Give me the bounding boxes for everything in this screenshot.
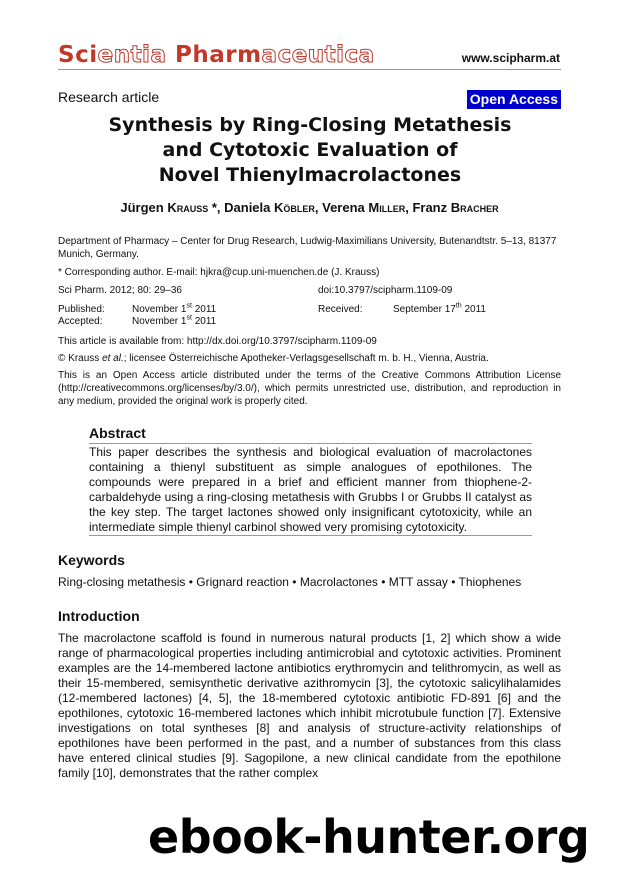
received-row: [318, 303, 486, 316]
published-sup: st: [186, 302, 192, 310]
accepted-year: 2011: [191, 316, 217, 327]
received-sup: th: [455, 302, 462, 310]
journal-title-part-1: Sci: [58, 42, 98, 68]
abstract-text: This paper describes the synthesis and biological evaluation of macrolactones containing a thienyl substituent as simple analogues of epothilones. The compounds were prepared in a brief and efficient manner from thiophene-2-carbaldehyde using a ring-closing metathesis with Grubbs I or Grubbs II catalyst as the key step. The target lactones showed only insignificant cytotoxicity, while an intermediate simple thienyl carbinol showed very promising cytotoxicity.: [89, 445, 532, 534]
author-first: Jürgen: [120, 200, 168, 215]
abstract-bottom-rule: [89, 535, 532, 536]
author-first: Franz: [412, 200, 451, 215]
published-label: Published:: [58, 304, 105, 315]
author-separator: ,: [405, 200, 413, 215]
accepted-label: Accepted:: [58, 316, 103, 327]
received-label: Received:: [318, 304, 363, 315]
copyright-etal: et al.: [102, 353, 124, 364]
accepted-row: [58, 315, 216, 328]
introduction-text: The macrolactone scaffold is found in numerous natural products [1, 2] which show a wide range of pharmacological properties including antimicrobial and cytotoxic activities. Prominent examples are the 14-membered lactone antibiotics erythromycin and telithromycin, as well as their 15-membered, semisynthetic derivative azithromycin [3], the cytotoxic salicylihalamides (12-membered lactones) [4, 5], the 18-membered cytotoxic antibiotic FD-891 [6] and the epothilones, cytotoxic 16-membered lactones which inhibit microtubule function [7]. Extensive investigations on total syntheses [8] and analysis of structure-activity relationships of epothilones have been performed in the past, and a number of substances from this class have entered clinical studies [9]. Sagopilone, a new clinical candidate from the epothilone family [10], demonstrates that the rather complex: [58, 631, 561, 780]
watermark: ebook-hunter.org: [148, 810, 590, 864]
availability-note: This article is available from: http://dx.doi.org/10.3797/scipharm.1109-09: [58, 336, 377, 347]
license-text: This is an Open Access article distributed under the terms of the Creative Commons Attribution License (http://creativecommons.org/licenses/by/3.0/), which permits unrestricted use, distribution, and reproduction in any medium, provided the original work is properly cited.: [58, 370, 561, 407]
open-access-badge: Open Access: [467, 90, 561, 109]
article-type: Research article: [58, 89, 160, 105]
author-last: Bracher: [450, 200, 499, 215]
copyright-line: [58, 352, 489, 365]
header-divider: [58, 69, 561, 70]
copyright-post: ; licensee Österreichische Apotheker-Verlagsgesellschaft m. b. H., Vienna, Austria.: [123, 353, 489, 364]
received-year: 2011: [461, 304, 486, 315]
published-date: November 1: [132, 304, 187, 315]
author-first: Verena: [322, 200, 369, 215]
journal-title-part-4: aceutica: [261, 42, 375, 68]
citation: Sci Pharm. 2012; 80: 29–36: [58, 285, 182, 296]
doi[interactable]: doi:10.3797/scipharm.1109-09: [318, 285, 453, 296]
keywords-heading: Keywords: [58, 552, 125, 568]
author-last: Krauss: [167, 200, 209, 215]
author-last: Köbler: [274, 200, 315, 215]
affiliation: Department of Pharmacy – Center for Drug Research, Ludwig-Maximilians University, Butenandtstr. 5–13, 81377 Munich, Germany.: [58, 236, 557, 260]
journal-title-part-2: entia: [97, 42, 167, 68]
corresponding-author: * Corresponding author. E-mail: hjkra@cup.uni-muenchen.de (J. Krauss): [58, 267, 380, 278]
abstract-heading: Abstract: [89, 425, 146, 441]
author-separator: ,: [314, 200, 323, 215]
title-line: Synthesis by Ring-Closing Metathesis: [108, 114, 512, 136]
journal-title-part-3: Pharm: [166, 42, 262, 68]
received-date: September 17: [393, 304, 456, 315]
journal-title: [58, 42, 375, 68]
author-first: Daniela: [224, 200, 274, 215]
author-list: [58, 200, 561, 215]
accepted-date: November 1: [132, 316, 187, 327]
abstract-top-rule: [89, 443, 532, 444]
accepted-sup: st: [186, 314, 192, 322]
author-last: Miller: [368, 200, 406, 215]
title-line: and Cytotoxic Evaluation of: [162, 139, 458, 161]
keywords-text: Ring-closing metathesis • Grignard reaction • Macrolactones • MTT assay • Thiophenes: [58, 575, 522, 589]
introduction-heading: Introduction: [58, 608, 140, 624]
copyright-pre: © Krauss: [58, 353, 103, 364]
author-separator: *,: [208, 200, 225, 215]
paper-title: [80, 113, 540, 188]
published-year: 2011: [191, 304, 217, 315]
journal-url[interactable]: www.scipharm.at: [461, 51, 560, 65]
title-line: Novel Thienylmacrolactones: [158, 164, 462, 186]
